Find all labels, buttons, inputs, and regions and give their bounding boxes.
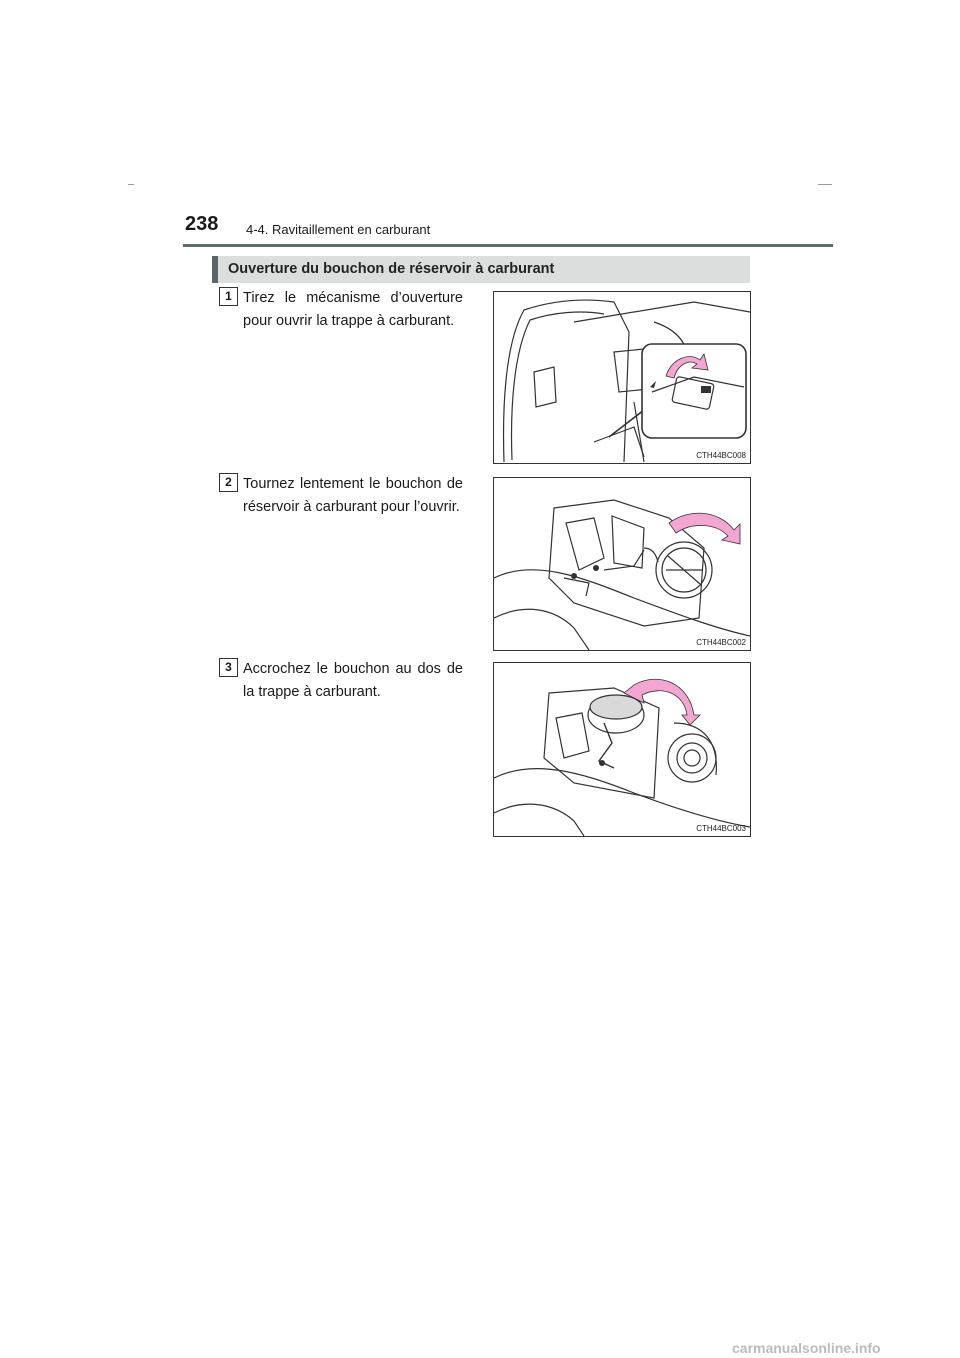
section-title-bar: [212, 256, 750, 283]
crop-mark-left: [128, 184, 134, 185]
car-interior-illustration: [494, 292, 750, 463]
figure-code-3: CTH44BC003: [696, 824, 746, 833]
section-heading: 4-4. Ravitaillement en carburant: [246, 222, 431, 237]
step-3-number: 3: [219, 658, 238, 677]
step-2-text: Tournez lentement le bouchon de réservoir à carburant pour l’ouvrir.: [243, 476, 463, 515]
step-1-number: 1: [219, 287, 238, 306]
figure-turn-fuel-cap: [493, 477, 751, 651]
crop-mark-right: [818, 184, 832, 185]
section-title: Ouverture du bouchon de réservoir à carburant: [228, 261, 555, 277]
page-number: 238: [185, 213, 219, 235]
fuel-cap-hook-illustration: [494, 663, 750, 836]
step-1-text: Tirez le mécanisme d’ouverture pour ouvrir la trappe à carburant.: [243, 290, 463, 329]
fuel-cap-illustration: [494, 478, 750, 650]
step-2-number: 2: [219, 473, 238, 492]
figure-fuel-door-opener: [493, 291, 751, 464]
figure-hang-fuel-cap: [493, 662, 751, 837]
figure-code-2: CTH44BC002: [696, 638, 746, 647]
watermark: carmanualsonline.info: [732, 1340, 881, 1356]
header-rule: [183, 244, 833, 247]
step-3-text: Accrochez le bouchon au dos de la trappe à carburant.: [243, 661, 463, 700]
figure-code-1: CTH44BC008: [696, 451, 746, 460]
